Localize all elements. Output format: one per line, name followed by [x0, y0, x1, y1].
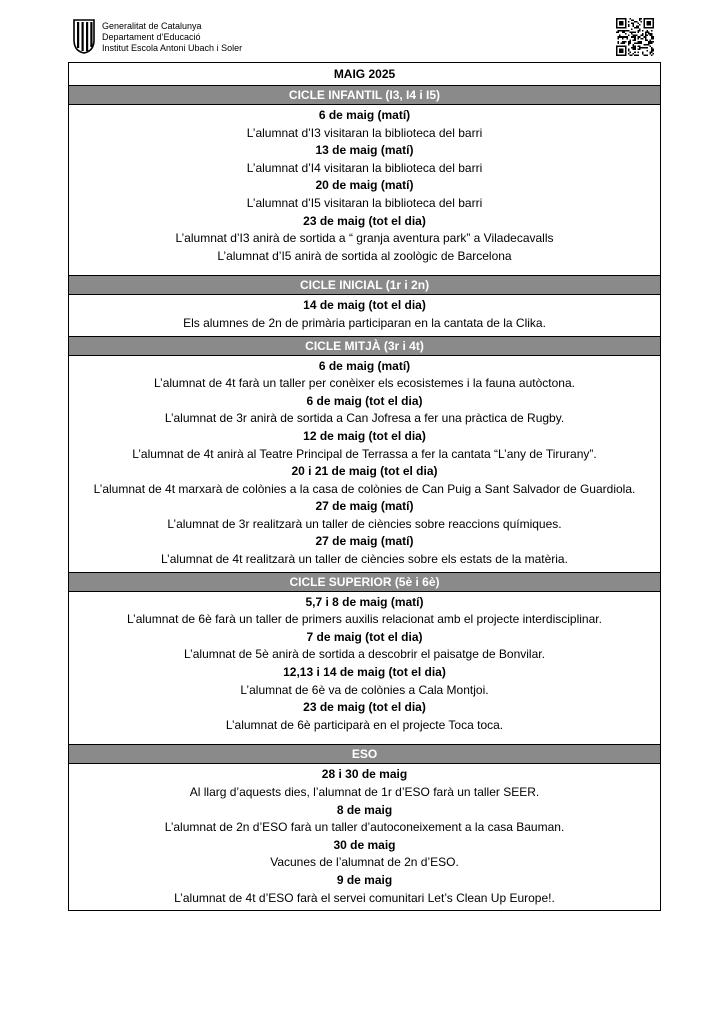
event-date: 14 de maig (tot el dia)	[303, 298, 426, 313]
section-spacer	[69, 737, 660, 744]
section-body	[69, 356, 660, 572]
event-description: L’alumnat de 4t marxarà de colònies a la casa de colònies de Can Puig a Sant Salvador de Guardiola.	[93, 481, 636, 496]
event-description: L’alumnat d’I5 visitaran la biblioteca del barri	[246, 195, 483, 210]
event-description: L’alumnat de 6è va de colònies a Cala Montjoi.	[240, 682, 489, 697]
event-description: L’alumnat d’I4 visitaran la biblioteca del barri	[246, 160, 483, 175]
event-description: L’alumnat de 4t farà un taller per conèixer els ecosistemes i la fauna autòctona.	[154, 376, 575, 391]
section-body	[69, 592, 660, 738]
event-date: 6 de maig (tot el dia)	[306, 393, 423, 408]
document-title: MAIG 2025	[333, 67, 396, 81]
event-date: 20 i 21 de maig (tot el dia)	[291, 464, 438, 479]
event-description: L’alumnat de 4t realitzarà un taller de ciències sobre els estats de la matèria.	[161, 552, 568, 567]
org-line-generalitat: Generalitat de Catalunya	[102, 21, 202, 31]
event-date: 30 de maig	[333, 837, 396, 852]
event-date: 9 de maig	[336, 872, 393, 887]
event-description: Vacunes de l’alumnat de 2n d’ESO.	[270, 855, 459, 870]
event-description: L’alumnat de 2n d’ESO farà un taller d’autoconeixement a la casa Bauman.	[164, 820, 565, 835]
section-spacer	[69, 268, 660, 275]
event-date: 7 de maig (tot el dia)	[306, 629, 423, 644]
event-description: L’alumnat de 4t anirà al Teatre Principal de Terrassa a fer la cantata “L’any de Tirurany”.	[132, 446, 597, 461]
calendar-table	[68, 62, 661, 911]
event-description: L’alumnat de 6è participarà en el projecte Toca toca.	[225, 717, 504, 732]
event-description: Al llarg d’aquests dies, l’alumnat de 1r d’ESO farà un taller SEER.	[189, 785, 540, 799]
section-heading: CICLE INICIAL (1r i 2n)	[69, 275, 660, 295]
section-body	[69, 105, 660, 268]
event-description: L’alumnat d’I3 visitaran la biblioteca del barri	[246, 125, 483, 140]
event-date: 20 de maig (matí)	[315, 178, 414, 193]
event-date: 6 de maig (matí)	[318, 358, 411, 373]
event-date: 8 de maig	[336, 802, 393, 817]
page-header	[72, 18, 654, 58]
event-date: 27 de maig (matí)	[315, 534, 414, 549]
event-date: 5,7 i 8 de maig (matí)	[305, 594, 424, 609]
org-line-department: Departament d’Educació	[102, 32, 201, 42]
organization-name	[102, 21, 242, 54]
event-description: L’alumnat de 5è anirà de sortida a descobrir el paisatge de Bonvilar.	[184, 647, 545, 662]
event-date: 13 de maig (matí)	[315, 143, 414, 158]
sections-container	[69, 85, 660, 910]
event-date: 12 de maig (tot el dia)	[303, 428, 426, 443]
section-body	[69, 295, 660, 335]
generalitat-logo-icon	[72, 18, 96, 54]
event-date: 27 de maig (matí)	[315, 499, 414, 514]
event-date: 28 i 30 de maig	[321, 767, 408, 782]
section-heading: CICLE MITJÀ (3r i 4t)	[69, 336, 660, 356]
section-heading: CICLE INFANTIL (I3, I4 i I5)	[69, 85, 660, 105]
event-date: 23 de maig (tot el dia)	[303, 213, 426, 228]
event-date: 12,13 i 14 de maig (tot el dia)	[283, 665, 446, 680]
event-date: 6 de maig (matí)	[318, 108, 411, 122]
section-heading: CICLE SUPERIOR (5è i 6è)	[69, 572, 660, 592]
event-description: L’alumnat d’I3 anirà de sortida a “ granja aventura park” a Viladecavalls	[175, 231, 554, 246]
section-body	[69, 764, 660, 910]
event-description: L’alumnat de 3r realitzarà un taller de ciències sobre reaccions químiques.	[167, 516, 562, 531]
event-date: 23 de maig (tot el dia)	[303, 700, 426, 715]
event-description: L’alumnat de 6è farà un taller de primers auxilis relacionat amb el projecte interdisciplinar.	[127, 612, 602, 627]
event-description: L’alumnat de 3r anirà de sortida a Can Jofresa a fer una pràctica de Rugby.	[164, 411, 565, 426]
event-description: L’alumnat de 4t d’ESO farà el servei comunitari Let’s Clean Up Europe!.	[174, 890, 555, 905]
qr-code-icon	[616, 18, 654, 56]
event-description: L’alumnat d’I5 anirà de sortida al zoològic de Barcelona	[217, 248, 512, 263]
event-description: Els alumnes de 2n de primària participaran en la cantata de la Clika.	[183, 315, 546, 330]
section-heading: ESO	[69, 744, 660, 764]
org-line-school: Institut Escola Antoni Ubach i Soler	[102, 43, 243, 53]
